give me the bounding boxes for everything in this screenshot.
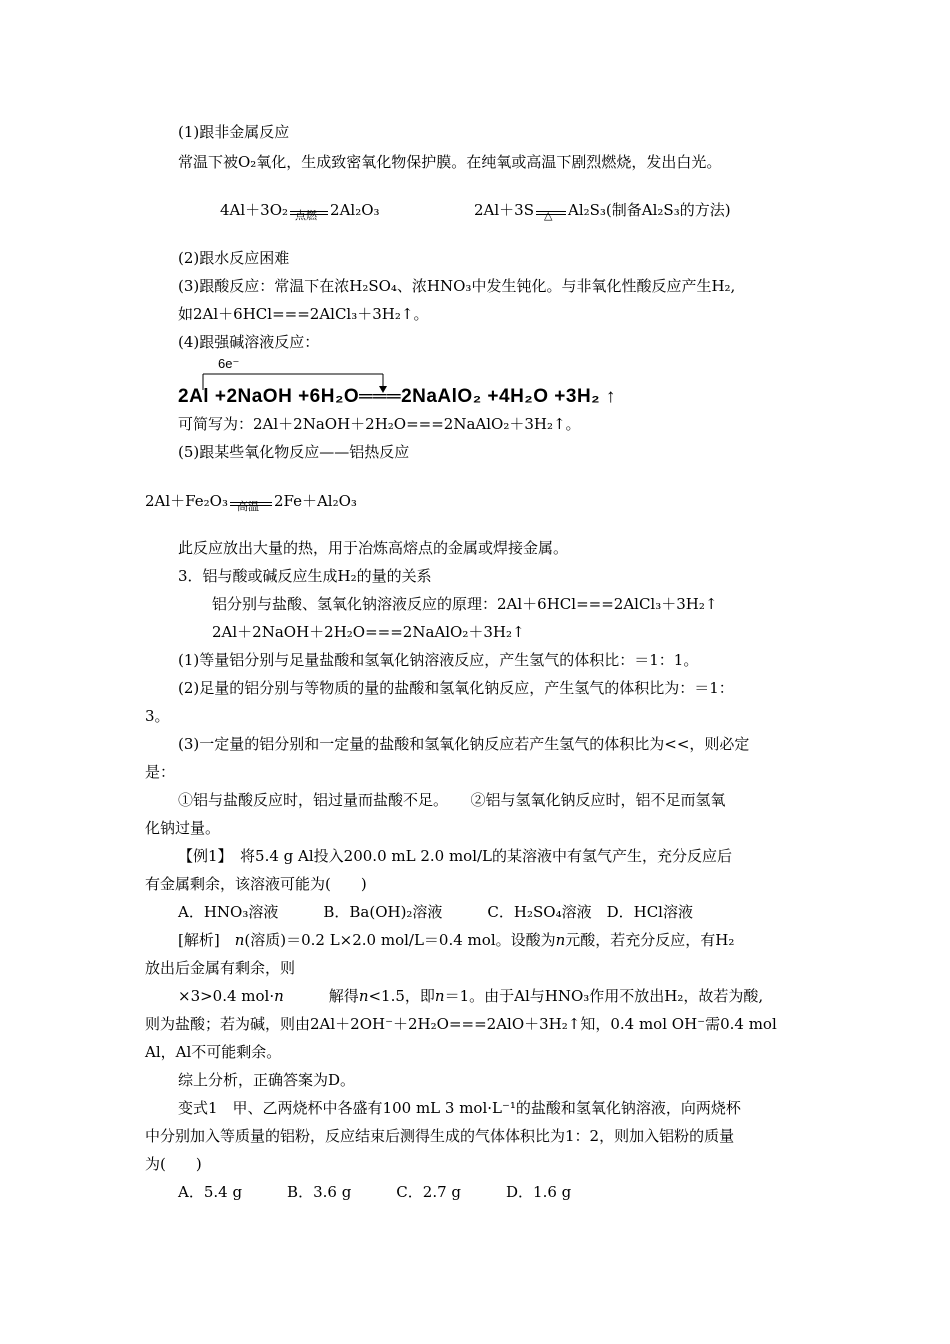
text-case-2-cont: 3。 <box>145 707 170 725</box>
analysis-line-1: [解析] n(溶质)＝0.2 L×2.0 mol/L＝0.4 mol。设酸为n元酸，若充分反应，有H₂ <box>178 931 735 949</box>
text-simplified: 可简写为：2Al＋2NaOH＋2H₂O===2NaAlO₂＋3H₂↑。 <box>178 415 581 433</box>
heading-water: (2)跟水反应困难 <box>178 249 290 267</box>
equation-right: 2Fe＋Al₂O₃ <box>273 492 357 510</box>
example-1-options: A．HNO₃溶液 B．Ba(OH)₂溶液 C．H₂SO₄溶液 D．HCl溶液 <box>178 903 693 921</box>
text-case-1: (1)等量铝分别与足量盐酸和氢氧化钠溶液反应，产生氢气的体积比：＝1：1。 <box>178 651 699 669</box>
heading-nonmetal: (1)跟非金属反应 <box>178 123 290 141</box>
variant-1-options: A．5.4 g B．3.6 g C．2.7 g D．1.6 g <box>178 1183 572 1201</box>
equation-left: 4Al＋3O₂ <box>220 201 289 219</box>
text-principle-2: 2Al＋2NaOH＋2H₂O===2NaAlO₂＋3H₂↑ <box>212 623 525 641</box>
heading-h2-amount: 3．铝与酸或碱反应生成H₂的量的关系 <box>178 567 432 585</box>
electron-count: 6e⁻ <box>218 356 240 371</box>
analysis-line-2: 放出后金属有剩余，则 <box>145 959 296 977</box>
example-1-question: 【例1】 将5.4 g Al投入200.0 mL 2.0 mol/L的某溶液中有氢气产生，充分反应后 <box>178 847 733 865</box>
analysis-line-5: Al，Al不可能剩余。 <box>145 1043 282 1061</box>
equation-thermite <box>145 491 357 511</box>
text-conditions-cont: 化钠过量。 <box>145 819 221 837</box>
text-case-2: (2)足量的铝分别与等物质的量的盐酸和氢氧化钠反应，产生氢气的体积比为：＝1： <box>178 679 734 697</box>
example-1-question-cont: 有金属剩余，该溶液可能为( ) <box>145 875 367 893</box>
text-oxidation: 常温下被O₂氧化，生成致密氧化物保护膜。在纯氧或高温下剧烈燃烧，发出白光。 <box>178 153 722 171</box>
equation-al-naoh: 2Al +2NaOH +6H₂O═══2NaAlO₂ +4H₂O +3H₂ ↑ <box>178 386 616 407</box>
equation-al-o2 <box>220 200 380 220</box>
analysis-line-4: 则为盐酸；若为碱，则由2Al＋2OH⁻＋2H₂O===2AlO＋3H₂↑知，0.4 mol OH⁻需0.4 mol <box>145 1015 777 1033</box>
text-case-3-cont: 是： <box>145 763 176 781</box>
condition-heat: △ <box>534 200 568 220</box>
variant-1-question: 变式1 甲、乙两烧杯中各盛有100 mL 3 mol·L⁻¹的盐酸和氢氧化钠溶液，向两烧杯 <box>178 1099 741 1117</box>
text-heat: 此反应放出大量的热，用于冶炼高熔点的金属或焊接金属。 <box>178 539 569 557</box>
text-case-3: (3)一定量的铝分别和一定量的盐酸和氢氧化钠反应若产生氢气的体积比为<<，则必定 <box>178 735 750 753</box>
text-acid: (3)跟酸反应：常温下在浓H₂SO₄、浓HNO₃中发生钝化。与非氧化性酸反应产生H₂, <box>178 277 736 295</box>
heading-base: (4)跟强碱溶液反应： <box>178 333 320 351</box>
equation-electron-transfer <box>178 356 738 416</box>
equation-left: 2Al＋Fe₂O₃ <box>145 492 228 510</box>
heading-thermite: (5)跟某些氧化物反应——铝热反应 <box>178 443 410 461</box>
condition-ignite: 点燃 <box>288 200 330 220</box>
equation-al-s <box>474 200 731 220</box>
equation-right: Al₂S₃(制备Al₂S₃的方法) <box>568 201 731 219</box>
text-conditions: ①铝与盐酸反应时，铝过量而盐酸不足。 ②铝与氢氧化钠反应时，铝不足而氢氧 <box>178 791 726 809</box>
equation-left: 2Al＋3S <box>474 201 534 219</box>
analysis-conclusion: 综上分析，正确答案为D。 <box>178 1071 356 1089</box>
variant-1-question-cont: 中分别加入等质量的铝粉，反应结束后测得生成的气体体积比为1：2，则加入铝粉的质量 <box>145 1127 735 1145</box>
text-acid-example: 如2Al＋6HCl===2AlCl₃＋3H₂↑。 <box>178 305 429 323</box>
analysis-line-3: ×3>0.4 mol·n 解得n<1.5，即n＝1。由于Al与HNO₃作用不放出H₂，故若为酸, <box>178 987 764 1005</box>
variant-1-question-end: 为( ) <box>145 1155 202 1173</box>
text-principle: 铝分别与盐酸、氢氧化钠溶液反应的原理：2Al＋6HCl===2AlCl₃＋3H₂↑ <box>212 595 718 613</box>
condition-high-temp: 高温 <box>228 491 274 511</box>
equation-right: 2Al₂O₃ <box>330 201 380 219</box>
